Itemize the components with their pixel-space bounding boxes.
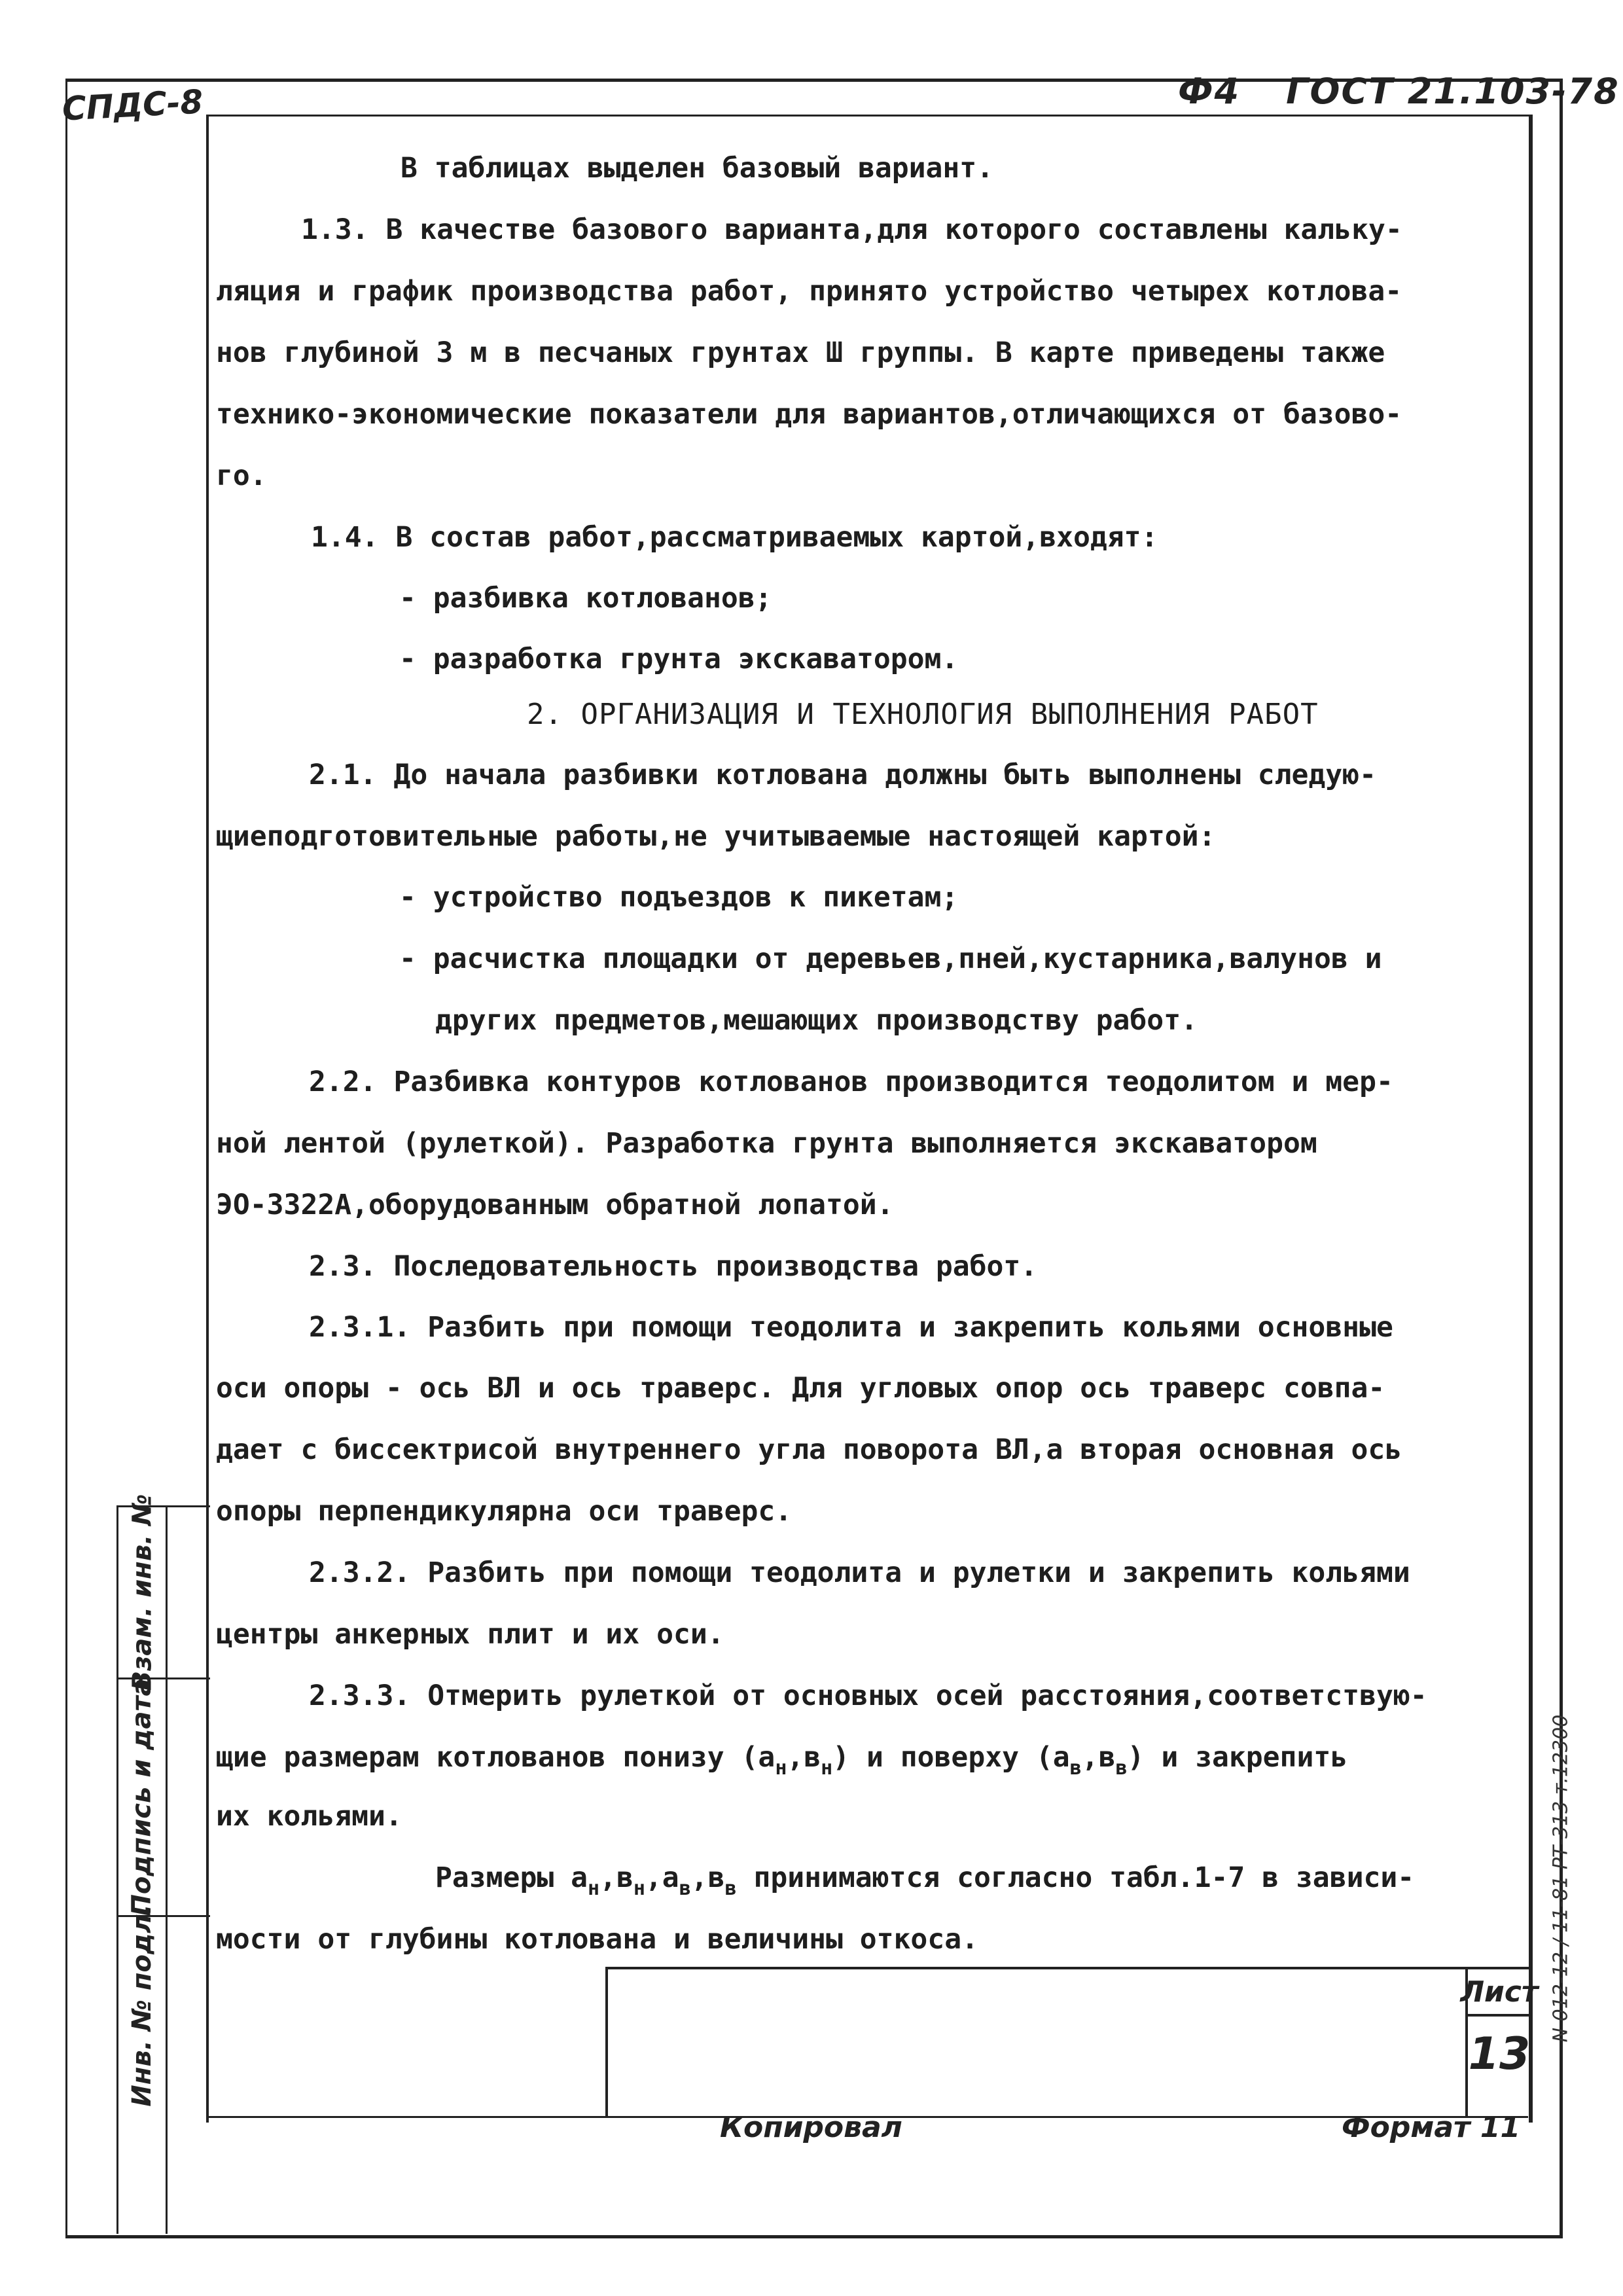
- text-line: В таблицах выделен базовый вариант.: [401, 152, 994, 185]
- text-line: мости от глубины котлована и величины откоса.: [216, 1923, 978, 1956]
- subscript: в: [679, 1877, 691, 1900]
- subscript: в: [1115, 1757, 1128, 1780]
- text-line: оси опоры - ось ВЛ и ось траверс. Для угловых опор ось траверс совпа-: [216, 1372, 1385, 1405]
- text-fragment: Размеры а: [435, 1861, 588, 1894]
- text-line: ляция и график производства работ, принято устройство четырех котлова-: [216, 275, 1402, 308]
- text-line: других предметов,мешающих производству работ.: [435, 1004, 1198, 1037]
- text-fragment: ,в: [1081, 1741, 1116, 1774]
- text-line: [216, 1741, 1348, 1780]
- list-item: - разбивка котлованов;: [399, 582, 772, 615]
- stamp-series: СПДС-8: [61, 82, 204, 128]
- text-line: центры анкерных плит и их оси.: [216, 1618, 724, 1651]
- format-label: Формат 11: [1342, 2111, 1521, 2144]
- text-line: 2.2. Разбивка контуров котлованов производится теодолитом и мер-: [309, 1066, 1393, 1098]
- side-stamp-block: [116, 1494, 210, 2234]
- text-line: 2.3.3. Отмерить рулеткой от основных осей расстояния,соответствую-: [309, 1679, 1427, 1712]
- text-fragment: ) и поверху (а: [832, 1741, 1070, 1774]
- text-line: дает с биссектрисой внутреннего угла поворота ВЛ,а вторая основная ось: [216, 1433, 1402, 1466]
- side-cell-inventory: [118, 1904, 210, 2107]
- text-fragment: принимаются согласно табл.1-7 в зависи-: [736, 1861, 1415, 1894]
- text-line: ной лентой (рулеткой). Разработка грунта выполняется экскаватором: [216, 1127, 1317, 1160]
- gost-code: ГОСТ 21.103-78: [1286, 71, 1620, 112]
- sheet-cell: [1460, 1969, 1539, 2117]
- sheet-number: 13: [1468, 2028, 1531, 2080]
- text-fragment: щие размерам котлованов понизу (а: [216, 1741, 776, 1774]
- list-item: - устройство подъездов к пикетам;: [399, 881, 959, 914]
- text-line: 1.4. В состав работ,рассматриваемых картой,входят:: [311, 521, 1158, 554]
- text-line: опоры перпендикулярна оси траверс.: [216, 1495, 793, 1528]
- side-cell-signature: [118, 1679, 210, 1917]
- side-label: Подпись и дата: [127, 1678, 157, 1916]
- text-fragment: ,а: [645, 1861, 679, 1894]
- sheet-label: Лист: [1468, 1969, 1531, 2017]
- text-line: го.: [216, 459, 267, 492]
- text-line: ЭО-3322А,оборудованным обратной лопатой.: [216, 1189, 894, 1221]
- text-line: 1.3. В качестве базового варианта,для которого составлены кальку-: [301, 213, 1402, 246]
- subscript: н: [821, 1757, 833, 1780]
- text-line: 2.3.2. Разбить при помощи теодолита и рулетки и закрепить кольями: [309, 1556, 1410, 1589]
- text-line: 2.1. До начала разбивки котлована должны быть выполнены следую-: [309, 759, 1376, 791]
- document-reference: [1178, 71, 1620, 112]
- text-line: 2.3. Последовательность производства работ.: [309, 1250, 1038, 1283]
- subscript: н: [588, 1877, 600, 1900]
- text-fragment: ,в: [599, 1861, 633, 1894]
- text-line: технико-экономические показатели для вариантов,отличающихся от базово-: [216, 398, 1402, 431]
- text-fragment: ,в: [690, 1861, 725, 1894]
- text-line: [435, 1861, 1415, 1900]
- side-label: Инв. № подл.: [127, 1904, 158, 2107]
- title-block: [605, 1967, 1539, 2117]
- text-line: их кольями.: [216, 1800, 402, 1833]
- subscript: в: [1069, 1757, 1082, 1780]
- text-fragment: ) и закрепить: [1127, 1741, 1348, 1774]
- side-cell-replacement: [118, 1494, 210, 1691]
- subscript: н: [775, 1757, 787, 1780]
- text-fragment: ,в: [787, 1741, 821, 1774]
- section-heading: 2. ОРГАНИЗАЦИЯ И ТЕХНОЛОГИЯ ВЫПОЛНЕНИЯ РАБОТ: [527, 698, 1319, 731]
- copied-by-label: Копировал: [720, 2111, 902, 2144]
- text-line: 2.3.1. Разбить при помощи теодолита и закрепить кольями основные: [309, 1311, 1393, 1344]
- list-item: - разработка грунта экскаватором.: [399, 643, 959, 675]
- text-line: щиеподготовительные работы,не учитываемые настоящей картой:: [216, 820, 1216, 853]
- form-code: Ф4: [1178, 71, 1241, 112]
- subscript: н: [633, 1877, 645, 1900]
- subscript: в: [724, 1877, 737, 1900]
- margin-note: N 012-12 / 11-81 РТ-313 т.12300: [1549, 1714, 1573, 2043]
- text-line: нов глубиной 3 м в песчаных грунтах Ш группы. В карте приведены также: [216, 336, 1385, 369]
- side-label: Взам. инв. №: [127, 1494, 158, 1691]
- list-item: - расчистка площадки от деревьев,пней,кустарника,валунов и: [399, 942, 1382, 975]
